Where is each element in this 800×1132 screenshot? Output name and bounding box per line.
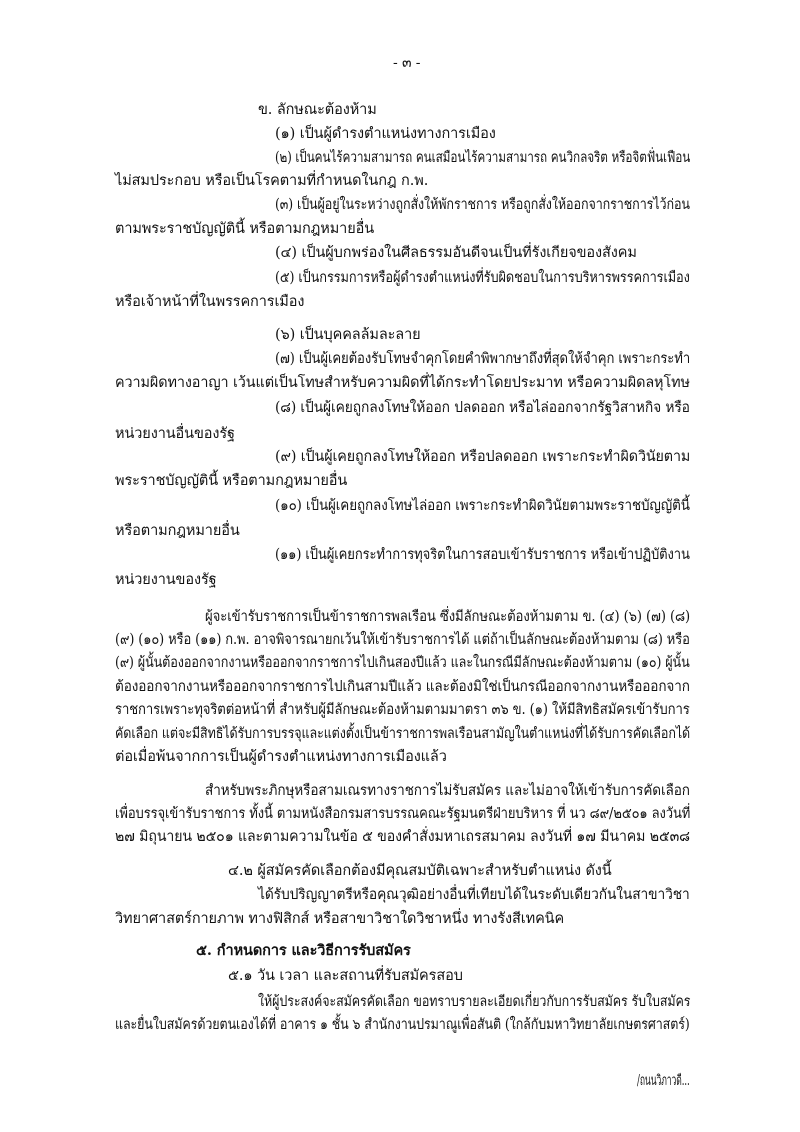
kho-line-12: (๘) เป็นผู้เคยถูกลงโทษให้ออก ปลดออก หรือไล่ออกจากรัฐวิสาหกิจ หรือ	[275, 400, 690, 416]
kho-line-10: (๗) เป็นผู้เคยต้องรับโทษจำคุกโดยคำพิพากษาถึงที่สุดให้จำคุก เพราะกระทำ	[275, 351, 691, 367]
exception-line-5: ราชการเพราะทุจริตต่อหน้าที่ สำหรับผู้มีลักษณะต้องห้ามตามมาตรา ๓๖ ข. (๑) ให้มีสิทธิสมัครเข้ารับการ	[115, 702, 690, 718]
section-5-line-1: ให้ผู้ประสงค์จะสมัครคัดเลือก ขอทราบรายละเอียดเกี่ยวกับการรับสมัคร รับใบสมัคร	[258, 994, 691, 1010]
monks-line-1: สำหรับพระภิกษุหรือสามเณรทางราชการไม่รับสมัคร และไม่อาจให้เข้ารับการคัดเลือก	[205, 783, 690, 799]
exception-line-2: (๙) (๑๐) หรือ (๑๑) ก.พ. อาจพิจารณายกเว้นให้เข้ารับราชการได้ แต่ถ้าเป็นลักษณะต้องห้ามตาม (๘) หรือ	[115, 632, 690, 648]
exception-line-1: ผู้จะเข้ารับราชการเป็นข้าราชการพลเรือน ซึ่งมีลักษณะต้องห้ามตาม ข. (๔) (๖) (๗) (๘)	[205, 609, 691, 625]
exception-line-4: ต้องออกจากงานหรือออกจากราชการไปเกินสามปีแล้ว และต้องมิใช่เป็นกรณีออกจากงานหรือออกจาก	[115, 679, 690, 695]
section-5-heading: ๕. กำหนดการ และวิธีการรับสมัคร	[196, 942, 411, 959]
section-5-line-2: และยื่นใบสมัครด้วยตนเองได้ที่ อาคาร ๑ ชั้น ๖ สำนักงานปรมาณูเพื่อสันติ (ใกล้กับมหาวิทยาลัยเกษตรศาสตร์)	[115, 1017, 690, 1033]
page-number: - ๓ -	[393, 55, 421, 71]
kho-line-6: (๔) เป็นผู้บกพร่องในศีลธรรมอันดีจนเป็นที่รังเกียจของสังคม	[275, 245, 637, 261]
kho-line-7: (๕) เป็นกรรมการหรือผู้ดำรงตำแหน่งที่รับผิดชอบในการบริหารพรรคการเมือง	[275, 270, 690, 286]
kho-line-18: (๑๑) เป็นผู้เคยกระทำการทุจริตในการสอบเข้ารับราชการ หรือเข้าปฏิบัติงาน	[275, 547, 690, 563]
section-4-2-line-1: ได้รับปริญญาตรีหรือคุณวุฒิอย่างอื่นที่เทียบได้ในระดับเดียวกันในสาขาวิชา	[258, 887, 690, 903]
exception-line-3: (๙) ผู้นั้นต้องออกจากงานหรือออกจากราชการไปเกินสองปีแล้ว และในกรณีมีลักษณะต้องห้ามตาม (๑๐) ผู้นั้น	[115, 655, 690, 671]
kho-line-16: (๑๐) เป็นผู้เคยถูกลงโทษไล่ออก เพราะกระทำผิดวินัยตามพระราชบัญญัตินี้	[275, 498, 690, 514]
kho-line-4: (๓) เป็นผู้อยู่ในระหว่างถูกสั่งให้พักราชการ หรือถูกสั่งให้ออกจากราชการไว้ก่อน	[275, 197, 690, 213]
kho-line-8: หรือเจ้าหน้าที่ในพรรคการเมือง	[115, 294, 305, 310]
kho-line-17: หรือตามกฎหมายอื่น	[115, 523, 240, 539]
section-5-1-heading: ๕.๑ วัน เวลา และสถานที่รับสมัครสอบ	[228, 968, 463, 984]
monks-line-3: ๒๗ มิถุนายน ๒๕๐๑ และตามความในข้อ ๕ ของคำสั่งมหาเถรสมาคม ลงวันที่ ๑๗ มีนาคม ๒๕๓๘	[115, 829, 690, 845]
kho-line-13: หน่วยงานอื่นของรัฐ	[115, 426, 235, 442]
kho-line-1: (๑) เป็นผู้ดำรงตำแหน่งทางการเมือง	[275, 126, 496, 142]
kho-line-3: ไม่สมประกอบ หรือเป็นโรคตามที่กำหนดในกฎ ก.พ.	[115, 173, 429, 189]
exception-line-7: ต่อเมื่อพ้นจากการเป็นผู้ดำรงตำแหน่งทางการเมืองแล้ว	[115, 749, 447, 765]
section-kho-heading: ข. ลักษณะต้องห้าม	[258, 102, 377, 118]
section-4-2-line-2: วิทยาศาสตร์กายภาพ ทางฟิสิกส์ หรือสาขาวิชาใดวิชาหนึ่ง ทางรังสีเทคนิค	[115, 911, 565, 927]
kho-line-9: (๖) เป็นบุคคลล้มละลาย	[275, 327, 421, 343]
kho-line-2: (๒) เป็นคนไร้ความสามารถ คนเสมือนไร้ความสามารถ คนวิกลจริต หรือจิตฟั่นเฟือน	[275, 150, 691, 166]
monks-line-2: เพื่อบรรจุเข้ารับราชการ ทั้งนี้ ตามหนังสือกรมสารบรรณคณะรัฐมนตรีฝ่ายบริหาร ที่ นว ๘๙/๒๕๐๑ ลงวันที่	[115, 806, 691, 822]
continuation-note: /ถนนวิภาวดี...	[637, 1073, 690, 1089]
exception-line-6: คัดเลือก แต่จะมีสิทธิได้รับการบรรจุและแต่งตั้งเป็นข้าราชการพลเรือนสามัญในตำแหน่งที่ได้รับการคัดเลือกได้	[115, 726, 691, 742]
kho-line-15: พระราชบัญญัตินี้ หรือตามกฎหมายอื่น	[115, 473, 348, 489]
kho-line-14: (๙) เป็นผู้เคยถูกลงโทษให้ออก หรือปลดออก เพราะกระทำผิดวินัยตาม	[275, 449, 691, 465]
kho-line-5: ตามพระราชบัญญัตินี้ หรือตามกฎหมายอื่น	[115, 221, 375, 237]
kho-line-11: ความผิดทางอาญา เว้นแต่เป็นโทษสำหรับความผิดที่ได้กระทำโดยประมาท หรือความผิดลหุโทษ	[115, 375, 690, 391]
section-4-2-heading: ๔.๒ ผู้สมัครคัดเลือกต้องมีคุณสมบัติเฉพาะสำหรับตำแหน่ง ดังนี้	[228, 863, 612, 879]
kho-line-19: หน่วยงานของรัฐ	[115, 572, 217, 588]
